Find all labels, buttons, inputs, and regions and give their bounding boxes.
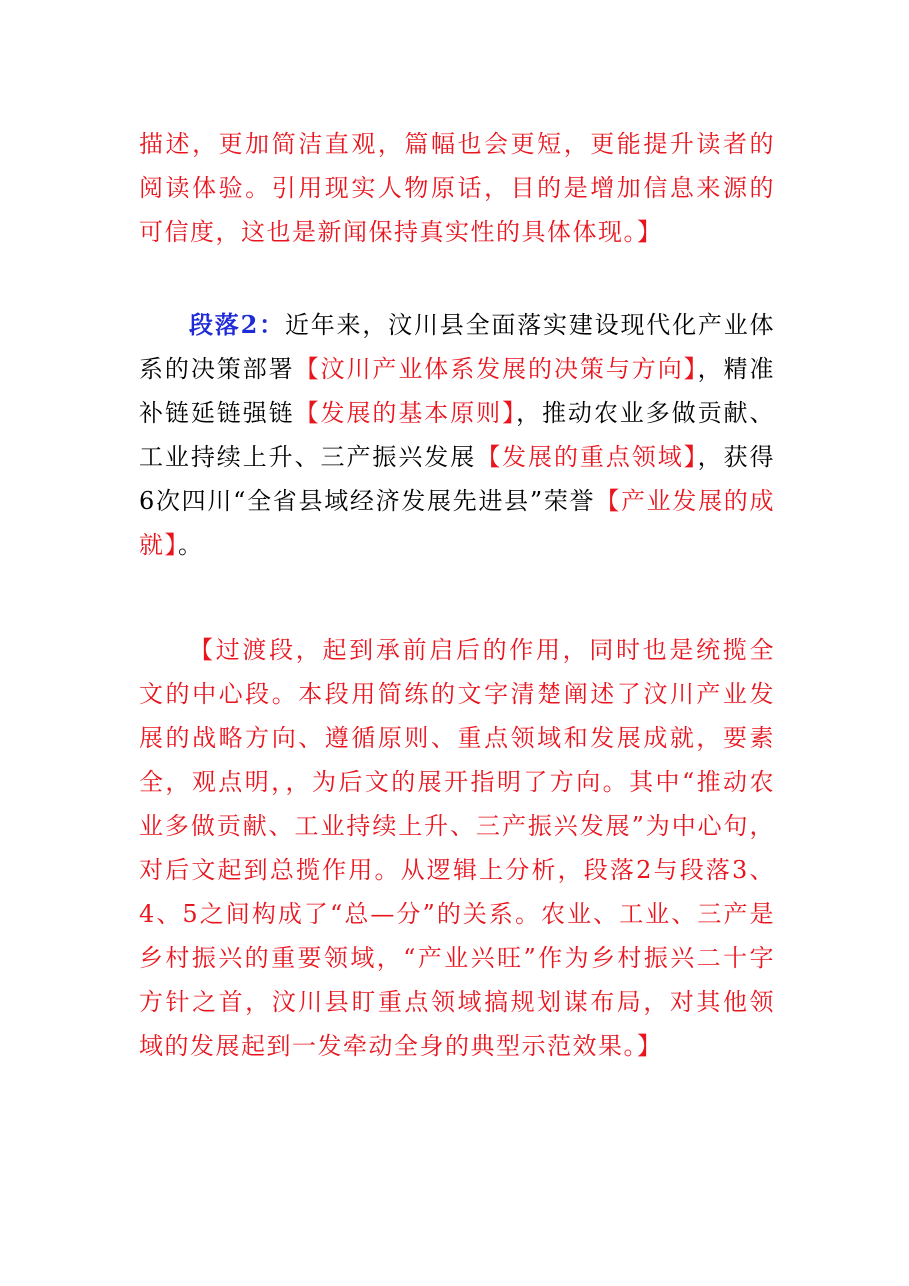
paragraph-2-note-4: 【产业发展的成就】 (139, 487, 775, 559)
paragraph-2 (139, 303, 775, 567)
paragraph-2-note-3: 【发展的重点领域】 (476, 443, 698, 471)
transition-annotation-text: 【过渡段，起到承前启后的作用，同时也是统揽全文的中心段。本段用简练的文字清楚阐述了汶川产业发展的战略方向、遵循原则、重点领域和发展成就，要素全，观点明，，为后文的展开指明了方向。其中“推动农业多做贡献、工业持续上升、三产振兴发展”为中心句，对后文起到总揽作用。从逻辑上分析，段落2与段落3、4、5之间构成了“总—分”的关系。农业、工业、三产是乡村振兴的重要领域，“产业兴旺”作为乡村振兴二十字方针之首，汶川县盯重点领域搞规划谋布局，对其他领域的发展起到一发牵动全身的典型示范效果。】 (139, 636, 775, 1060)
paragraph-2-text-1: 近年来，汶川县全面落实建设现代化产业体系的决策部署 (139, 311, 775, 383)
annotation-continuation (139, 122, 775, 254)
paragraph-2-text-5: 。 (178, 531, 204, 559)
annotation-continuation-text: 描述，更加简洁直观，篇幅也会更短，更能提升读者的阅读体验。引用现实人物原话，目的是增加信息来源的可信度，这也是新闻保持真实性的具体体现。】 (139, 130, 775, 246)
paragraph-2-text-4: ，获得6次四川“全省县域经济发展先进县”荣誉 (139, 443, 775, 515)
paragraph-2-text-3: ，推动农业多做贡献、工业持续上升、三产振兴发展 (139, 399, 775, 471)
paragraph-2-note-2: 【发展的基本原则】 (294, 399, 517, 427)
paragraph-2-label: 段落2： (189, 310, 285, 339)
transition-annotation (139, 628, 775, 1068)
paragraph-2-note-1: 【汶川产业体系发展的决策与方向】 (294, 355, 698, 383)
paragraph-2-text-2: ，精准补链延链强链 (139, 355, 775, 427)
